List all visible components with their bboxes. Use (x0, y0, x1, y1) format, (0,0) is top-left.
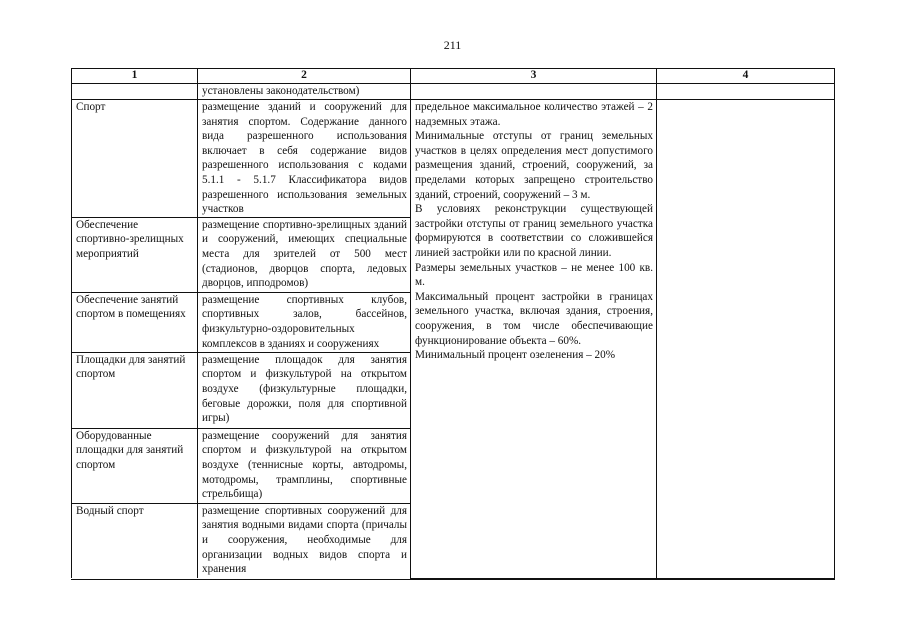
use-name: Оборудованные площадки для занятий спортом (72, 428, 198, 503)
parameter-text: Максимальный процент застройки в границах земельного участка, включая здания, строения, сооружения, в том числе обеспечивающие функционирование объекта – 60%. (415, 290, 653, 347)
parameters-cell (411, 100, 657, 579)
header-col-2: 2 (198, 69, 411, 84)
header-col-3: 3 (411, 69, 657, 84)
continued-col-1 (72, 84, 198, 100)
use-description: размещение площадок для занятия спортом и физкультурой на открытом воздухе (физкультурные площадки, беговые дорожки, поля для спортивной игры) (198, 352, 411, 428)
continued-row (72, 84, 835, 100)
header-row (72, 69, 835, 84)
use-name: Спорт (72, 100, 198, 218)
table-row (72, 100, 835, 218)
continued-col-3 (411, 84, 657, 100)
header-col-1: 1 (72, 69, 198, 84)
use-description: размещение спортивно-зрелищных зданий и сооружений, имеющих специальные места для зрителей от 500 мест (стадионов, дворцов спорта, ледовых дворцов, ипподромов) (198, 217, 411, 292)
parameter-text: Размеры земельных участков – не менее 100 кв. м. (415, 261, 653, 289)
parameter-text: В условиях реконструкции существующей застройки отступы от границ земельного участка формируются в соответствии со сложившейся линией застройки или по красной линии. (415, 203, 653, 259)
use-description: размещение спортивных сооружений для занятия водными видами спорта (причалы и сооружения, необходимые для организации водных видов спорта и хранения (198, 503, 411, 578)
use-name: Обеспечение занятий спортом в помещениях (72, 292, 198, 352)
use-name: Площадки для занятий спортом (72, 352, 198, 428)
page-number: 211 (443, 38, 462, 52)
use-name: Обеспечение спортивно-зрелищных мероприятий (72, 217, 198, 292)
use-description: размещение зданий и сооружений для занятия спортом. Содержание данного вида разрешенного использования включает в себя содержание видов разрешенного использования с кодами 5.1.1 - 5.1.7 Классификатора видов разрешенного использования земельных участков (198, 100, 411, 218)
use-description: размещение спортивных клубов, спортивных залов, бассейнов, физкультурно-оздоровительных комплексов в зданиях и сооружениях (198, 292, 411, 352)
parameter-text: Минимальный процент озеленения – 20% (415, 349, 616, 362)
continued-description: установлены законодательством) (198, 84, 411, 100)
header-col-4: 4 (657, 69, 835, 84)
use-description: размещение сооружений для занятия спортом и физкультурой на открытом воздухе (теннисные корты, автодромы, мотодромы, трамплины, спортивные стрельбища) (198, 428, 411, 503)
table-bottom-border (71, 579, 835, 580)
use-name: Водный спорт (72, 503, 198, 578)
continued-col-4 (657, 84, 835, 100)
parameter-text: Минимальные отступы от границ земельных участков в целях определения мест допустимого размещения зданий, строений, сооружений, за пределами которых запрещено строительство зданий, строений, сооружений – 3 м. (415, 130, 653, 201)
parameter-text: предельное максимальное количество этажей – 2 надземных этажа. (415, 101, 653, 128)
col-4-cell (657, 100, 835, 579)
land-use-table (71, 68, 835, 579)
